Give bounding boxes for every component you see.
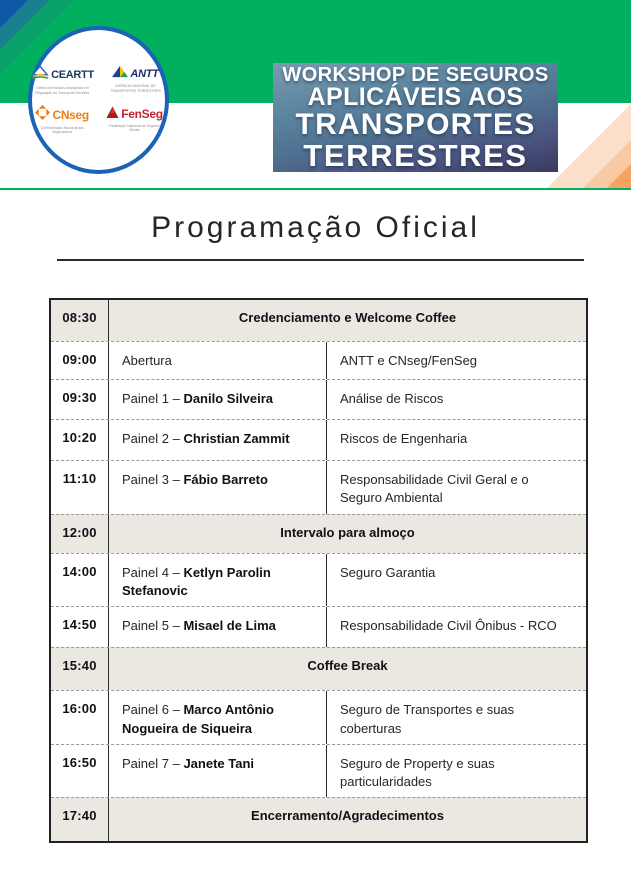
schedule-row-painel-1 [51,379,586,419]
cnseg-logo-icon [35,105,50,125]
time-cell: 17:40 [51,798,109,841]
merged-cell: Coffee Break [307,658,388,674]
topic-cell: Análise de Riscos [340,391,444,406]
speaker-name: Christian Zammit [183,431,290,446]
topic-cell: Responsabilidade Civil Ônibus - RCO [340,618,557,634]
cnseg-logo-tagline: Confederação Nacional das Seguradoras [40,125,84,135]
schedule-row-painel-3 [51,460,586,514]
fenseg-logo-icon [106,105,119,123]
time-cell: 09:00 [51,342,109,379]
banner-line-3: TRANSPORTES [295,107,536,141]
ceartt-logo-tagline: Centro de Estudos Avançados em Regulação do Transporte Terrestre [35,86,90,95]
topic-cell: Responsabilidade Civil Geral e o Seguro Ambiental [340,472,529,506]
antt-logo-icon [112,65,128,83]
topic-cell: Seguro Garantia [340,565,436,580]
merged-cell: Credenciamento e Welcome Coffee [238,310,457,325]
session-cell: Painel 4 – Ketlyn Parolin Stefanovic [109,554,327,606]
ceartt-logo [34,65,92,95]
cnseg-logo [34,105,90,135]
topic-cell: Seguro de Property e suas particularidades [340,755,495,789]
workshop-title-banner [273,63,558,172]
session-cell: Painel 7 – Janete Tani [109,745,327,797]
schedule-row-credenciamento [51,300,586,341]
time-cell: 14:00 [51,554,109,606]
banner-line-2: APLICÁVEIS AOS [307,82,524,111]
speaker-name: Misael de Lima [183,618,276,634]
speaker-name: Danilo Silveira [183,391,274,406]
schedule-row-painel-6 [51,690,586,743]
fenseg-logo-label: FenSeg [121,106,163,121]
fenseg-logo [106,105,163,133]
time-cell: 10:20 [51,420,109,460]
title-underline [57,259,584,261]
time-cell: 12:00 [51,515,109,553]
speaker-name: Ketlyn Parolin Stefanovic [122,565,271,599]
topic-cell: ANTT e CNseg/FenSeg [340,353,478,368]
topic-cell: Seguro de Transportes e suas coberturas [340,702,515,736]
banner-line-1: WORKSHOP DE SEGUROS [282,63,549,86]
header-divider-line [0,188,631,190]
time-cell: 08:30 [51,300,109,341]
time-cell: 14:50 [51,607,109,647]
organizers-logo-circle [28,26,169,174]
schedule-table [49,298,588,843]
schedule-row-painel-2 [51,419,586,460]
fenseg-logo-tagline: Federação Nacional de Seguros Gerais [109,123,160,133]
session-cell: Painel 1 – Danilo Silveira [109,380,327,419]
banner-line-4: TERRESTRES [303,137,528,173]
antt-logo [108,65,164,93]
topic-cell: Riscos de Engenharia [340,431,468,446]
antt-logo-tagline: AGÊNCIA NACIONAL DE TRANSPORTES TERRESTRES [110,84,161,93]
schedule-row-painel-7 [51,744,586,797]
schedule-row-coffee-break [51,647,586,690]
antt-logo-label: ANTT [130,68,159,81]
time-cell: 16:00 [51,691,109,743]
session-cell: Painel 6 – Marco Antônio Nogueira de Siqueira [109,691,327,743]
session-cell: Abertura [109,342,327,379]
ceartt-logo-label: CEARTT [51,69,94,82]
speaker-name: Marco Antônio Nogueira de Siqueira [122,702,274,736]
merged-cell: Encerramento/Agradecimentos [251,808,444,824]
ceartt-logo-icon [31,65,49,85]
schedule-row-abertura [51,341,586,379]
time-cell: 15:40 [51,648,109,690]
session-cell: Painel 5 – Misael de Lima [109,607,327,647]
schedule-row-encerramento [51,797,586,841]
time-cell: 09:30 [51,380,109,419]
logo-row-top [34,65,164,95]
session-cell: Painel 3 – Fábio Barreto [109,461,327,514]
schedule-row-painel-5 [51,606,586,647]
schedule-row-painel-4 [51,553,586,606]
time-cell: 16:50 [51,745,109,797]
time-cell: 11:10 [51,461,109,514]
logo-row-bottom [34,105,163,135]
merged-cell: Intervalo para almoço [280,525,415,540]
speaker-name: Janete Tani [183,755,254,771]
schedule-row-almoco [51,514,586,553]
cnseg-logo-label: CNseg [52,107,89,122]
page-title: Programação Oficial [151,211,480,244]
speaker-name: Fábio Barreto [183,472,268,487]
session-cell: Painel 2 – Christian Zammit [109,420,327,460]
